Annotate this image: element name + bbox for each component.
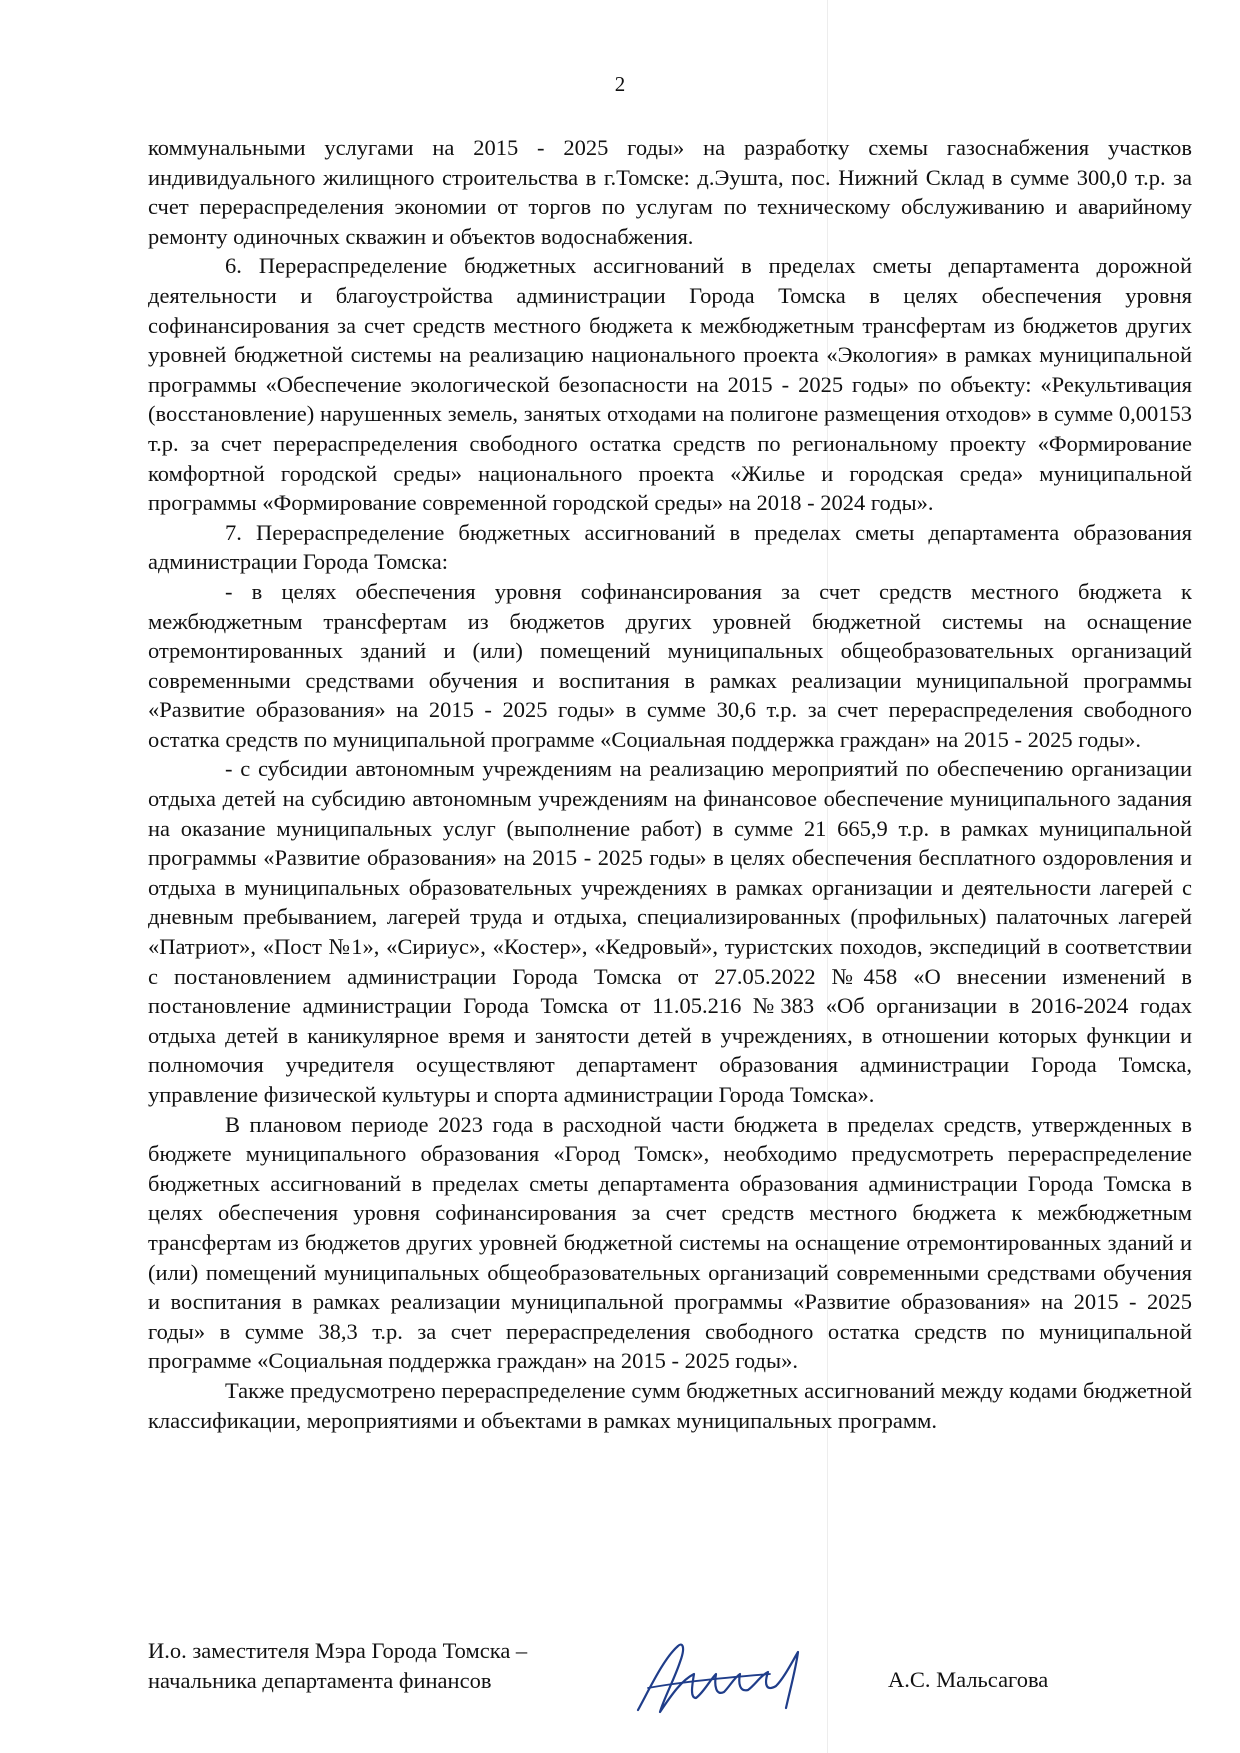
- signatory-title-line-1: И.о. заместителя Мэра Города Томска –: [148, 1638, 528, 1663]
- handwritten-signature: [620, 1628, 830, 1728]
- paragraph-continuation: коммунальными услугами на 2015 - 2025 годы» на разработку схемы газоснабжения участков индивидуального жилищного строительства в г.Томске: д.Эушта, пос. Нижний Склад в сумме 300,0 т.р. за счет перераспределения экономии от торгов по услугам по техническому обслуживанию и аварийному ремонту одиночных скважин и объектов водоснабжения.: [148, 135, 1192, 249]
- paragraph-planning-2023: В плановом периоде 2023 года в расходной части бюджета в пределах средств, утвержденных в бюджете муниципального образования «Город Томск», необходимо предусмотреть перераспределение бюджетных ассигнований в пределах сметы департамента образования администрации Города Томска в целях обеспечения уровня софинансирования за счет средств местного бюджета к межбюджетным трансфертам из бюджетов других уровней бюджетной системы на оснащение отремонтированных зданий и (или) помещений муниципальных общеобразовательных организаций современными средствами обучения и воспитания в рамках реализации муниципальной программы «Развитие образования» на 2015 - 2025 годы» в сумме 38,3 т.р. за счет перераспределения свободного остатка средств по муниципальной программе «Социальная поддержка граждан» на 2015 - 2025 годы».: [148, 1111, 1192, 1374]
- signatory-title-line-2: начальника департамента финансов: [148, 1667, 492, 1693]
- paragraph-item-7-bullet-1: - в целях обеспечения уровня софинансирования за счет средств местного бюджета к межбюджетным трансфертам из бюджетов других уровней бюджетной системы на оснащение отремонтированных зданий и (или) помещений муниципальных общеобразовательных организаций современными средствами обучения и воспитания в рамках реализации муниципальной программы «Развитие образования» на 2015 - 2025 годы» в сумме 30,6 т.р. за счет перераспределения свободного остатка средств по муниципальной программе «Социальная поддержка граждан» на 2015 - 2025 годы».: [148, 578, 1192, 752]
- document-body: [148, 133, 1192, 1435]
- page-number: 2: [614, 72, 626, 96]
- paragraph-item-7: 7. Перераспределение бюджетных ассигнований в пределах сметы департамента образования администрации Города Томска:: [148, 519, 1192, 575]
- signatory-name: А.С. Мальсагова: [888, 1667, 1049, 1692]
- paragraph-item-6: 6. Перераспределение бюджетных ассигнований в пределах сметы департамента дорожной деятельности и благоустройства администрации Города Томска в целях обеспечения уровня софинансирования за счет средств местного бюджета к межбюджетным трансфертам из бюджетов других уровней бюджетной системы на реализацию национального проекта «Экология» в рамках муниципальной программы «Обеспечение экологической безопасности на 2015 - 2025 годы» по объекту: «Рекультивация (восстановление) нарушенных земель, занятых отходами на полигоне размещения отходов» в сумме 0,00153 т.р. за счет перераспределения свободного остатка средств по региональному проекту «Формирование комфортной городской среды» национального проекта «Жилье и городская среда» муниципальной программы «Формирование современной городской среды» на 2018 - 2024 годы».: [148, 253, 1192, 516]
- paragraph-closing: Также предусмотрено перераспределение сумм бюджетных ассигнований между кодами бюджетной классификации, мероприятиями и объектами в рамках муниципальных программ.: [148, 1377, 1192, 1433]
- paragraph-item-7-bullet-2: - с субсидии автономным учреждениям на реализацию мероприятий по обеспечению организации отдыха детей на субсидию автономным учреждениям на финансовое обеспечение муниципального задания на оказание муниципальных услуг (выполнение работ) в сумме 21 665,9 т.р. в рамках муниципальной программы «Развитие образования» на 2015 - 2025 годы» в целях обеспечения бесплатного оздоровления и отдыха в муниципальных образовательных учреждениях в рамках организации и деятельности лагерей с дневным пребыванием, лагерей труда и отдыха, специализированных (профильных) палаточных лагерей «Патриот», «Пост №1», «Сириус», «Костер», «Кедровый», туристских походов, экспедиций в соответствии с постановлением администрации Города Томска от 27.05.2022 №458 «О внесении изменений в постановление администрации Города Томска от 11.05.216 №383 «Об организации в 2016-2024 годах отдыха детей в каникулярное время и занятости детей в учреждениях, в отношении которых функции и полномочия учредителя осуществляют департамент образования администрации Города Томска, управление физической культуры и спорта администрации Города Томска».: [148, 756, 1192, 1107]
